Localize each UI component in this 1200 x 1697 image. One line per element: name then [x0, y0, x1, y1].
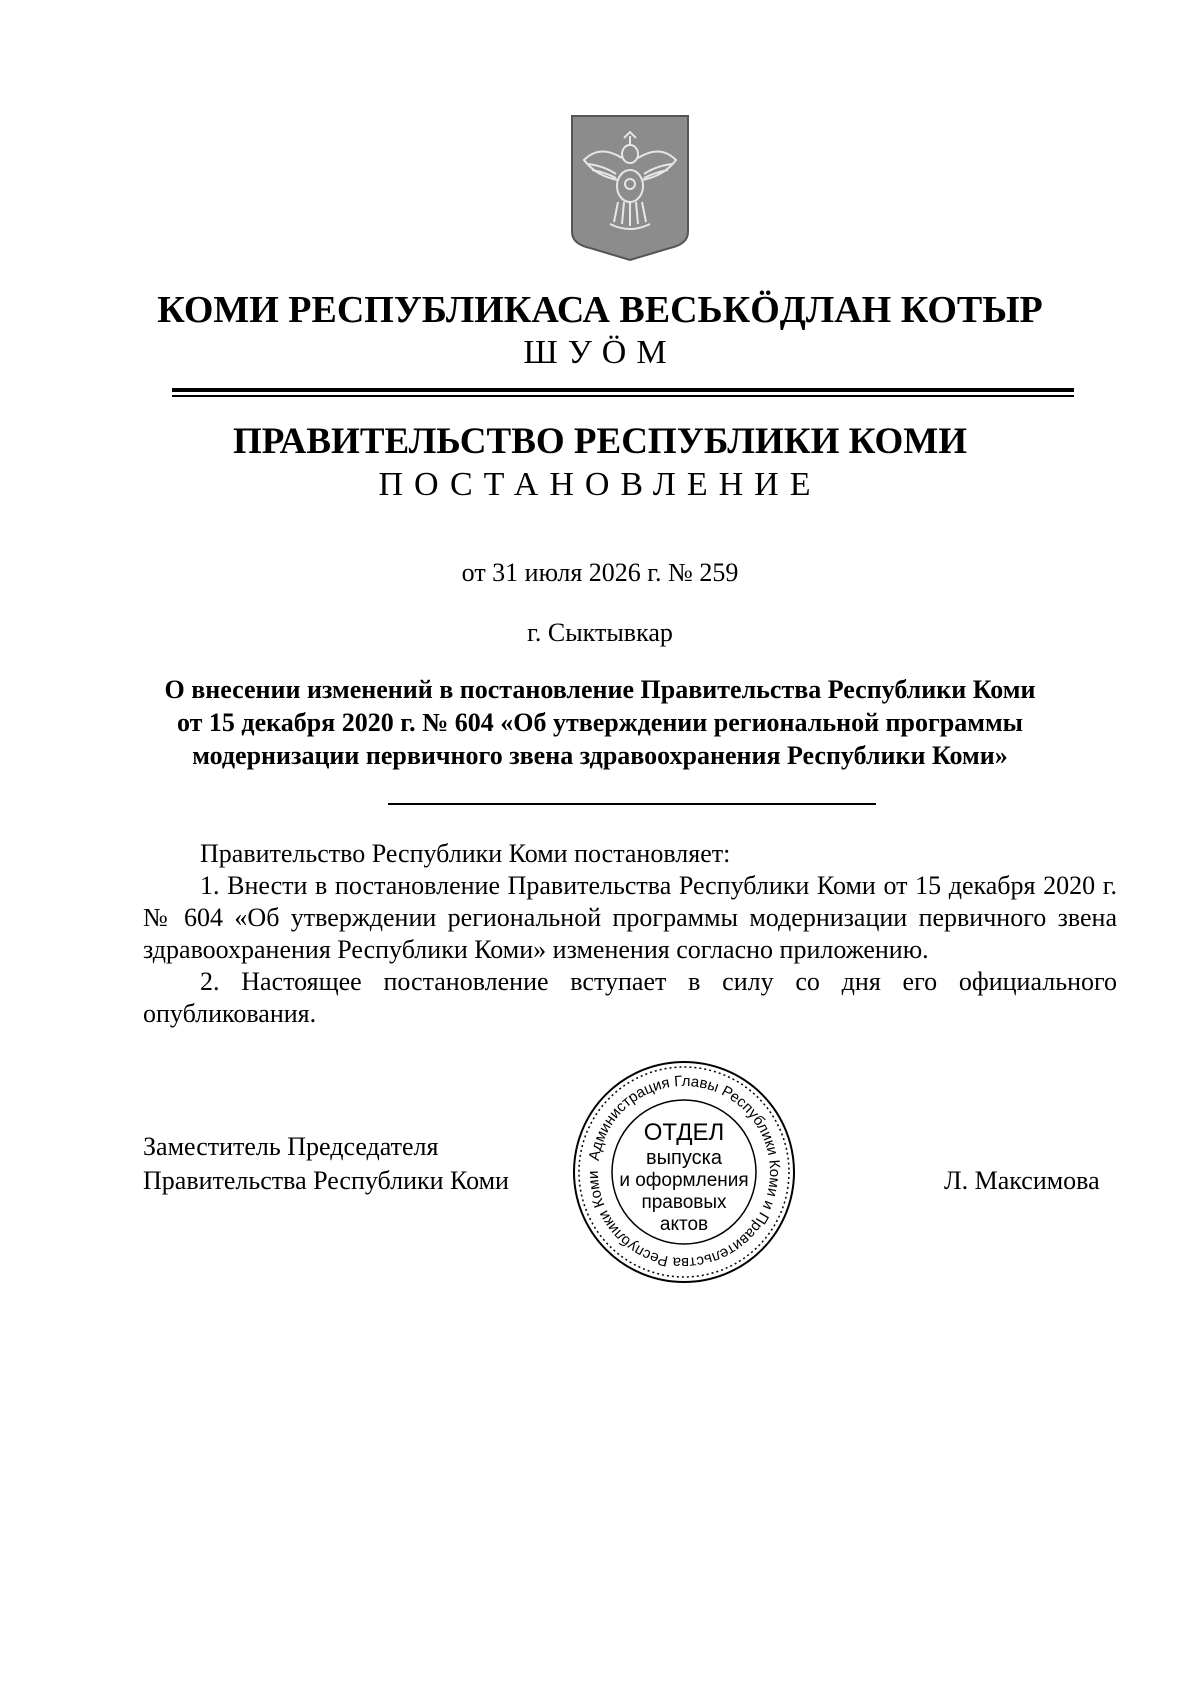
coat-of-arms-emblem: [570, 114, 690, 262]
body-intro: Правительство Республики Коми постановляет:: [200, 839, 731, 868]
document-title-line: модернизации первичного звена здравоохранения Республики Коми»: [192, 741, 1008, 770]
ru-authority-heading: ПРАВИТЕЛЬСТВО РЕСПУБЛИКИ КОМИ: [233, 421, 967, 462]
document-body: [143, 838, 1117, 1030]
document-title: [0, 673, 1200, 772]
stamp-center-line: актов: [659, 1214, 709, 1235]
title-underline: [388, 803, 876, 805]
official-stamp: [570, 1058, 798, 1286]
komi-authority-heading: КОМИ РЕСПУБЛИКАСА ВЕСЬКӦДЛАН КОТЫР: [157, 289, 1043, 331]
document-date-number: от 31 июля 2026 г. № 259: [461, 558, 739, 587]
signatory-position: [143, 1130, 509, 1198]
stamp-center-line: ОТДЕЛ: [643, 1119, 725, 1146]
komi-doctype-heading: ШУӦМ: [523, 334, 677, 371]
stamp-ring-text-path: Администрация Главы Республики Коми и Правительства Республики Коми: [584, 1072, 784, 1272]
body-item-1: 1. Внести в постановление Правительства Республики Коми от 15 декабря 2020 г. № 604 «Об утверждении региональной программы модернизации первичного звена здравоохранения Республики Коми» изменения согласно приложению.: [143, 871, 1117, 964]
ru-doctype-heading: ПОСТАНОВЛЕНИЕ: [378, 466, 822, 503]
stamp-center-line: и оформления: [619, 1170, 749, 1191]
document-city: г. Сыктывкар: [527, 618, 673, 647]
signatory-name: Л. Максимова: [944, 1166, 1100, 1195]
header-divider-thin: [172, 395, 1074, 397]
header-divider-thick: [172, 388, 1074, 392]
stamp-center-line: правовых: [641, 1192, 727, 1213]
document-title-line: от 15 декабря 2020 г. № 604 «Об утверждении региональной программы: [177, 708, 1023, 737]
stamp-center-line: выпуска: [646, 1147, 722, 1169]
body-item-2: 2. Настоящее постановление вступает в силу со дня его официального опубликования.: [143, 967, 1117, 1028]
signatory-position-line: Заместитель Председателя: [143, 1132, 439, 1161]
signatory-position-line: Правительства Республики Коми: [143, 1166, 509, 1195]
document-title-line: О внесении изменений в постановление Правительства Республики Коми: [164, 675, 1036, 704]
